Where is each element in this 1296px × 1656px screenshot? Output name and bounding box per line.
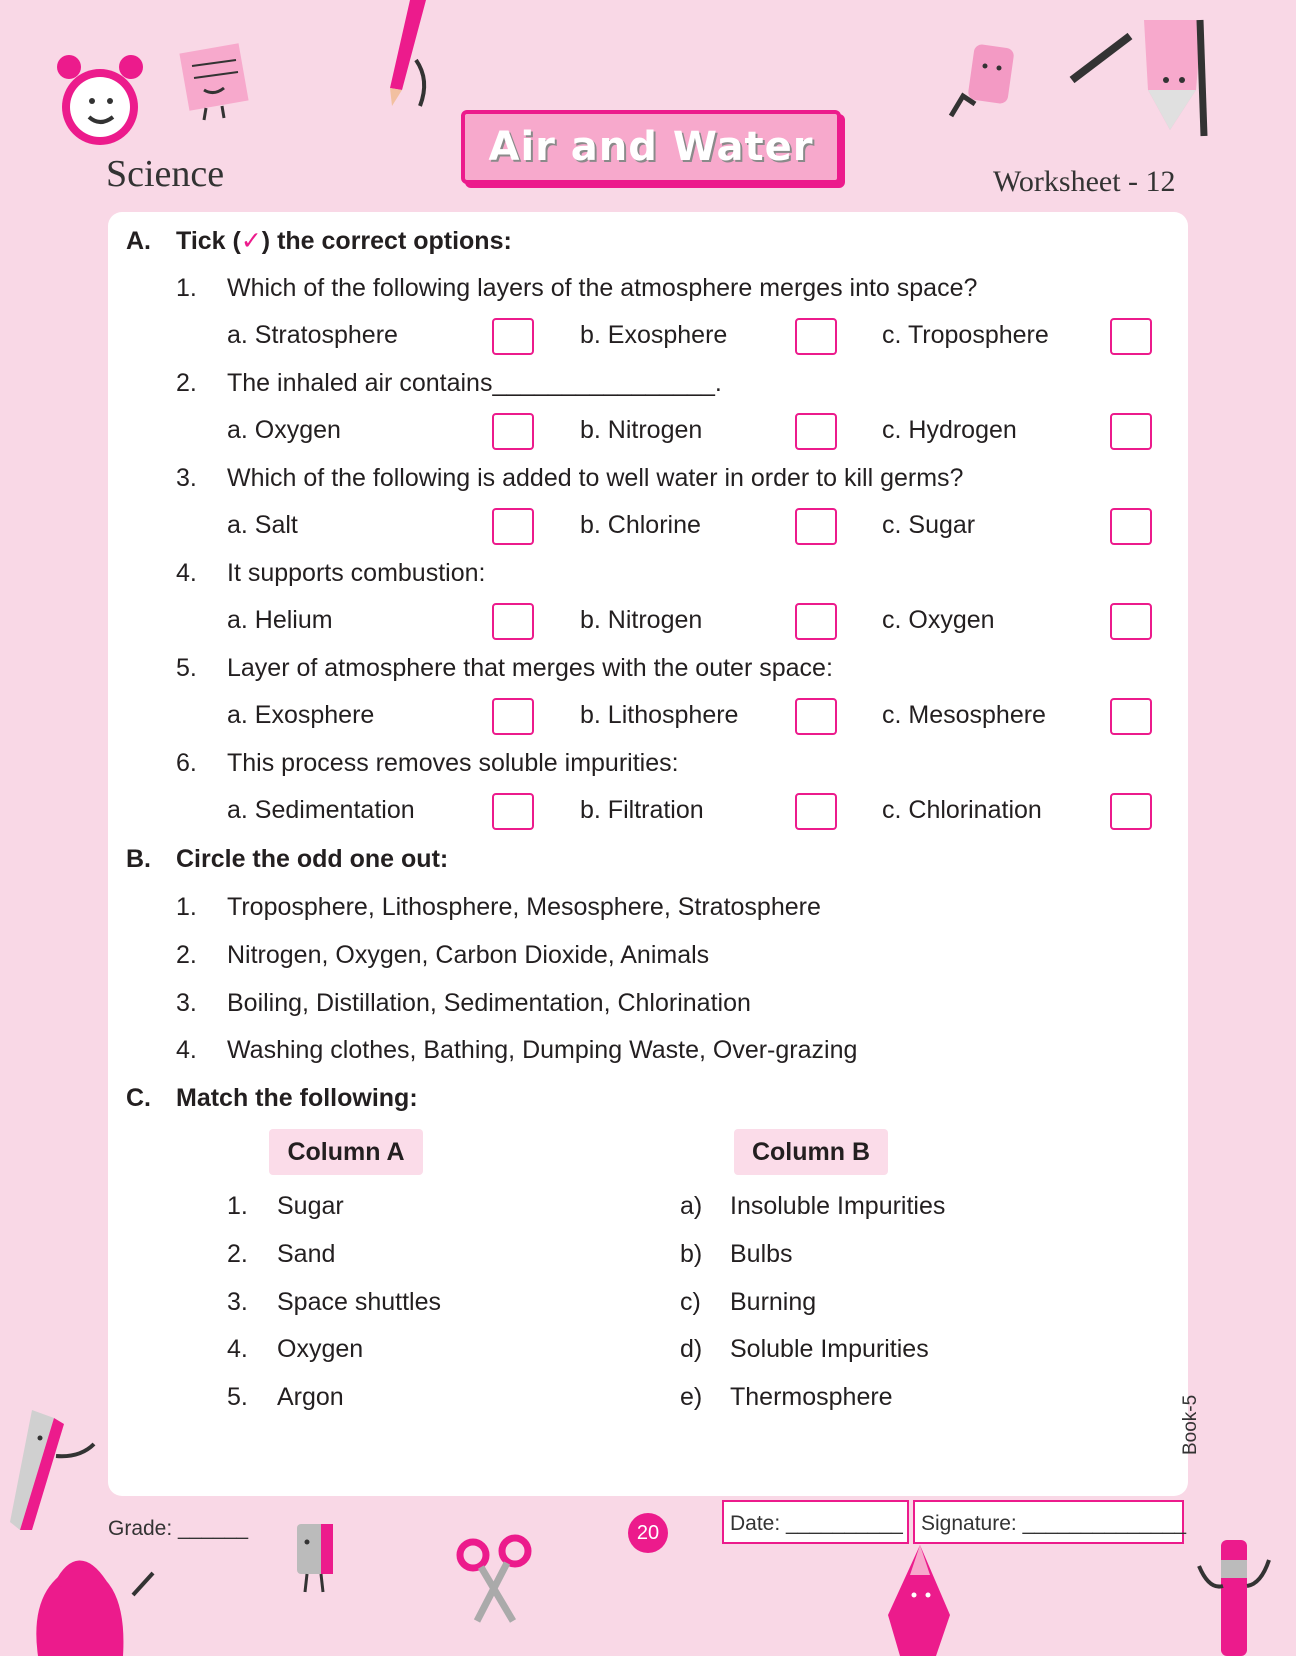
option-label: c. Oxygen xyxy=(882,606,995,634)
ruler-illustration xyxy=(10,1410,100,1530)
match-number: 3. xyxy=(227,1288,248,1316)
column-a-item[interactable]: Argon xyxy=(277,1383,344,1411)
list-item-number: 2. xyxy=(176,941,197,969)
option-label: a. Helium xyxy=(227,606,333,634)
match-letter: e) xyxy=(680,1383,703,1411)
section-b-heading: Circle the odd one out: xyxy=(176,845,449,873)
odd-one-out-item[interactable]: Washing clothes, Bathing, Dumping Waste, Over-grazing xyxy=(227,1036,858,1064)
page-number: 20 xyxy=(628,1513,668,1553)
bag-illustration xyxy=(18,1525,148,1656)
section-a-letter: A. xyxy=(126,227,151,255)
alarm-clock-illustration xyxy=(55,45,145,155)
question-number: 4. xyxy=(176,559,197,587)
section-b-letter: B. xyxy=(126,845,151,873)
grade-field[interactable]: Grade: ______ xyxy=(108,1517,249,1540)
book-label: Book-5 xyxy=(1180,1394,1201,1455)
scissors-illustration xyxy=(455,1535,535,1625)
list-item-number: 1. xyxy=(176,893,197,921)
column-b-item[interactable]: Burning xyxy=(730,1288,817,1316)
check-icon: ✓ xyxy=(240,227,262,255)
match-letter: b) xyxy=(680,1240,703,1268)
column-a-item[interactable]: Space shuttles xyxy=(277,1288,441,1316)
match-letter: d) xyxy=(680,1335,703,1363)
question-text: This process removes soluble impurities: xyxy=(227,749,679,777)
option-label: c. Hydrogen xyxy=(882,416,1017,444)
tick-box[interactable] xyxy=(1110,413,1152,450)
date-field[interactable]: Date: __________ xyxy=(722,1500,909,1544)
option-label: c. Mesosphere xyxy=(882,701,1046,729)
option-label: c. Troposphere xyxy=(882,321,1049,349)
column-b-header: Column B xyxy=(734,1129,888,1175)
signature-field[interactable]: Signature: ______________ xyxy=(913,1500,1184,1544)
option-label: b. Chlorine xyxy=(580,511,701,539)
match-letter: a) xyxy=(680,1192,703,1220)
tick-box[interactable] xyxy=(492,318,534,355)
tick-box[interactable] xyxy=(1110,318,1152,355)
match-number: 1. xyxy=(227,1192,248,1220)
notepad-illustration xyxy=(170,42,260,122)
option-label: a. Salt xyxy=(227,511,298,539)
column-a-item[interactable]: Sand xyxy=(277,1240,336,1268)
question-number: 3. xyxy=(176,464,197,492)
section-c-letter: C. xyxy=(126,1084,151,1112)
tick-box[interactable] xyxy=(1110,698,1152,735)
question-text: Layer of atmosphere that merges with the outer space: xyxy=(227,654,833,682)
column-a-item[interactable]: Oxygen xyxy=(277,1335,364,1363)
tick-box[interactable] xyxy=(492,603,534,640)
list-item-number: 3. xyxy=(176,989,197,1017)
tick-box[interactable] xyxy=(1110,793,1152,830)
option-label: b. Filtration xyxy=(580,796,704,824)
tick-box[interactable] xyxy=(492,793,534,830)
option-label: b. Lithosphere xyxy=(580,701,739,729)
crayon-illustration xyxy=(880,1545,960,1656)
sharpener-illustration xyxy=(285,1520,345,1600)
option-label: b. Nitrogen xyxy=(580,416,703,444)
worksheet-title: Air and Water xyxy=(488,124,814,170)
option-label: a. Stratosphere xyxy=(227,321,398,349)
pencil-tip-illustration xyxy=(1070,0,1210,140)
column-b-item[interactable]: Soluble Impurities xyxy=(730,1335,929,1363)
list-item-number: 4. xyxy=(176,1036,197,1064)
pen-illustration xyxy=(1195,1540,1275,1656)
tick-box[interactable] xyxy=(492,698,534,735)
question-number: 1. xyxy=(176,274,197,302)
subject-label: Science xyxy=(106,153,225,195)
column-a-header: Column A xyxy=(269,1129,423,1175)
option-label: b. Nitrogen xyxy=(580,606,703,634)
tick-box[interactable] xyxy=(795,603,837,640)
question-text: Which of the following is added to well water in order to kill germs? xyxy=(227,464,964,492)
question-text: The inhaled air contains________________. xyxy=(227,369,722,397)
option-label: a. Sedimentation xyxy=(227,796,415,824)
tick-box[interactable] xyxy=(795,698,837,735)
odd-one-out-item[interactable]: Troposphere, Lithosphere, Mesosphere, Stratosphere xyxy=(227,893,821,921)
tick-box[interactable] xyxy=(795,413,837,450)
tick-box[interactable] xyxy=(1110,508,1152,545)
match-number: 5. xyxy=(227,1383,248,1411)
tick-box[interactable] xyxy=(1110,603,1152,640)
match-number: 2. xyxy=(227,1240,248,1268)
match-number: 4. xyxy=(227,1335,248,1363)
column-a-item[interactable]: Sugar xyxy=(277,1192,344,1220)
option-label: a. Exosphere xyxy=(227,701,375,729)
option-label: c. Chlorination xyxy=(882,796,1042,824)
question-text: Which of the following layers of the atmosphere merges into space? xyxy=(227,274,978,302)
odd-one-out-item[interactable]: Nitrogen, Oxygen, Carbon Dioxide, Animals xyxy=(227,941,710,969)
question-text: It supports combustion: xyxy=(227,559,486,587)
question-number: 2. xyxy=(176,369,197,397)
tick-box[interactable] xyxy=(795,508,837,545)
column-b-item[interactable]: Insoluble Impurities xyxy=(730,1192,946,1220)
tick-box[interactable] xyxy=(795,793,837,830)
section-c-heading: Match the following: xyxy=(176,1084,418,1112)
option-label: b. Exosphere xyxy=(580,321,728,349)
option-label: a. Oxygen xyxy=(227,416,341,444)
tick-box[interactable] xyxy=(492,508,534,545)
question-number: 5. xyxy=(176,654,197,682)
question-number: 6. xyxy=(176,749,197,777)
match-letter: c) xyxy=(680,1288,701,1316)
worksheet-title-box xyxy=(461,110,841,184)
eraser-illustration xyxy=(945,40,1025,120)
column-b-item[interactable]: Thermosphere xyxy=(730,1383,893,1411)
tick-box[interactable] xyxy=(492,413,534,450)
section-a-heading: Tick (✓) the correct options: xyxy=(176,227,512,255)
pencil-illustration xyxy=(380,0,440,110)
tick-box[interactable] xyxy=(795,318,837,355)
option-label: c. Sugar xyxy=(882,511,976,539)
odd-one-out-item[interactable]: Boiling, Distillation, Sedimentation, Chlorination xyxy=(227,989,751,1017)
column-b-item[interactable]: Bulbs xyxy=(730,1240,793,1268)
worksheet-number: Worksheet - 12 xyxy=(993,165,1176,198)
